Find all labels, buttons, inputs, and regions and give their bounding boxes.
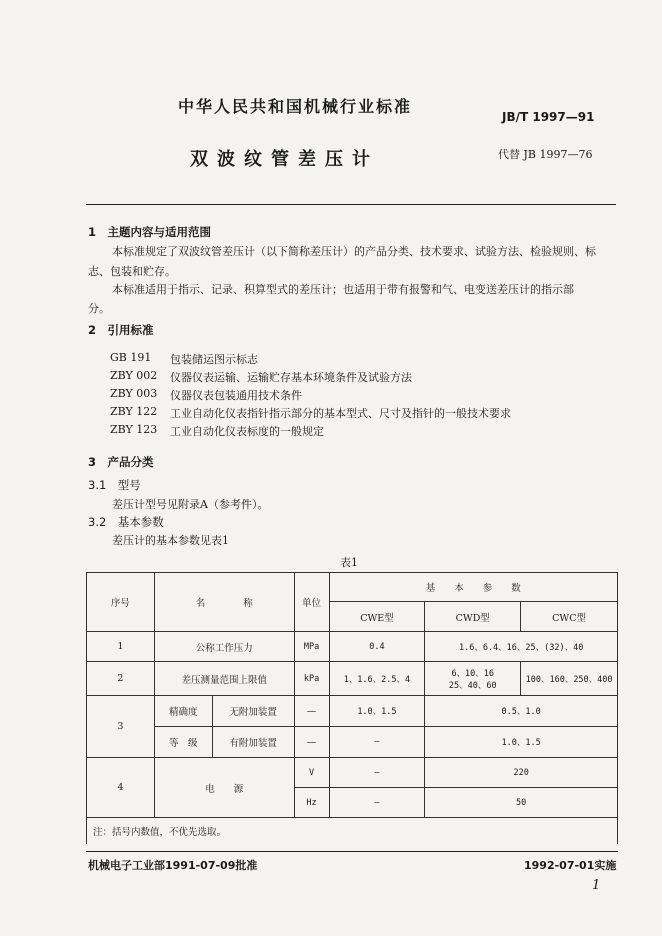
section-3-1-text: 差压计型号见附录A（参考件）。 bbox=[112, 498, 269, 511]
section-1-paragraph-2-line-1: 本标准适用于指示、记录、积算型式的差压计；也适用于带有报警和气、电变送差压计的指示部 bbox=[112, 283, 574, 296]
ref-code: ZBY 122 bbox=[110, 405, 158, 418]
table-cell-cwd-cwc: 50 bbox=[425, 788, 618, 818]
ref-code: ZBY 002 bbox=[110, 369, 158, 382]
table-header-unit: 单位 bbox=[294, 573, 329, 632]
table-cell-unit: — bbox=[294, 727, 329, 758]
section-3-2-text: 差压计的基本参数见表1 bbox=[112, 534, 229, 547]
table-cell-seq: 4 bbox=[87, 758, 155, 818]
section-3-heading: 3 产品分类 bbox=[88, 455, 154, 469]
table-cell-cwe: — bbox=[329, 727, 425, 758]
table-header-seq: 序号 bbox=[87, 573, 155, 632]
table-cell-unit: kPa bbox=[294, 662, 329, 696]
table-cell-cwc: 100、160、250、400 bbox=[521, 662, 618, 696]
table-cell-cwd-line-2: 25、40、60 bbox=[448, 680, 497, 691]
standard-code: JB/T 1997—91 bbox=[502, 110, 595, 124]
section-3-1-heading: 3.1 型号 bbox=[88, 478, 141, 492]
table-cell-cwd-cwc: 1.6、6.4、16、25、(32)、40 bbox=[425, 632, 618, 662]
table-cell-seq: 1 bbox=[87, 632, 155, 662]
table-cell-cwd bbox=[425, 662, 521, 696]
table-cell-unit: — bbox=[294, 696, 329, 727]
approval-date: 机械电子工业部1991-07-09批准 bbox=[88, 859, 258, 872]
table-caption: 表1 bbox=[340, 556, 358, 569]
section-2-heading: 2 引用标准 bbox=[88, 323, 154, 337]
header-rule bbox=[86, 204, 616, 205]
ref-title: 包装储运图示标志 bbox=[170, 353, 258, 366]
ref-title: 仪器仪表运输、运输贮存基本环境条件及试验方法 bbox=[170, 371, 412, 384]
table-cell-seq: 2 bbox=[87, 662, 155, 696]
table-cell-cwd-cwc: 1.0、1.5 bbox=[425, 727, 618, 758]
table-cell-seq: 3 bbox=[87, 696, 155, 758]
table-cell-name-a: 精确度 bbox=[154, 696, 212, 727]
table-cell-subname: 无附加装置 bbox=[212, 696, 294, 727]
table-cell-cwd-cwc: 220 bbox=[425, 758, 618, 788]
table-cell-unit: Hz bbox=[294, 788, 329, 818]
table-header-cwe: CWE型 bbox=[329, 602, 425, 632]
section-3-2-heading: 3.2 基本参数 bbox=[88, 515, 164, 529]
issuing-authority: 中华人民共和国机械行业标准 bbox=[178, 97, 413, 116]
table-cell-cwe: 1.0、1.5 bbox=[329, 696, 425, 727]
ref-title: 仪器仪表包装通用技术条件 bbox=[170, 389, 302, 402]
ref-code: ZBY 003 bbox=[110, 387, 158, 400]
section-1-heading: 1 主题内容与适用范围 bbox=[88, 225, 212, 239]
ref-title: 工业自动化仪表指针指示部分的基本型式、尺寸及指针的一般技术要求 bbox=[170, 407, 511, 420]
section-1-paragraph-1-line-2: 志、包装和贮存。 bbox=[88, 265, 176, 278]
table-cell-unit: MPa bbox=[294, 632, 329, 662]
ref-code: GB 191 bbox=[110, 351, 152, 364]
table-cell-name: 电 源 bbox=[154, 758, 294, 818]
table-cell-cwe: 1、1.6、2.5、4 bbox=[329, 662, 425, 696]
table-cell-cwe: — bbox=[329, 788, 425, 818]
table-header-cwc: CWC型 bbox=[521, 602, 618, 632]
table-header-params: 基 本 参 数 bbox=[329, 573, 617, 602]
table-cell-cwe: — bbox=[329, 758, 425, 788]
table-header-name: 名 称 bbox=[154, 573, 294, 632]
table-cell-cwd-cwc: 0.5、1.0 bbox=[425, 696, 618, 727]
footer-rule bbox=[86, 851, 618, 852]
table-cell-subname: 有附加装置 bbox=[212, 727, 294, 758]
page-number: 1 bbox=[592, 878, 601, 893]
table-cell-name-b: 等 级 bbox=[154, 727, 212, 758]
table-1 bbox=[86, 572, 618, 844]
table-cell-cwe: 0.4 bbox=[329, 632, 425, 662]
table-cell-cwd-line-1: 6、10、16 bbox=[451, 668, 495, 679]
ref-code: ZBY 123 bbox=[110, 423, 158, 436]
replaces-standard: 代替 JB 1997—76 bbox=[498, 148, 593, 161]
table-note: 注：括号内数值，不优先选取。 bbox=[87, 818, 618, 844]
section-1-paragraph-2-line-2: 分。 bbox=[88, 302, 110, 315]
effective-date: 1992-07-01实施 bbox=[524, 859, 617, 872]
table-cell-unit: V bbox=[294, 758, 329, 788]
table-cell-name: 公称工作压力 bbox=[154, 632, 294, 662]
section-1-paragraph-1-line-1: 本标准规定了双波纹管差压计（以下简称差压计）的产品分类、技术要求、试验方法、检验规则、标 bbox=[112, 245, 596, 258]
table-cell-name: 差压测量范围上限值 bbox=[154, 662, 294, 696]
ref-title: 工业自动化仪表标度的一般规定 bbox=[170, 425, 324, 438]
table-header-cwd: CWD型 bbox=[425, 602, 521, 632]
document-title: 双波纹管差压计 bbox=[190, 149, 379, 170]
